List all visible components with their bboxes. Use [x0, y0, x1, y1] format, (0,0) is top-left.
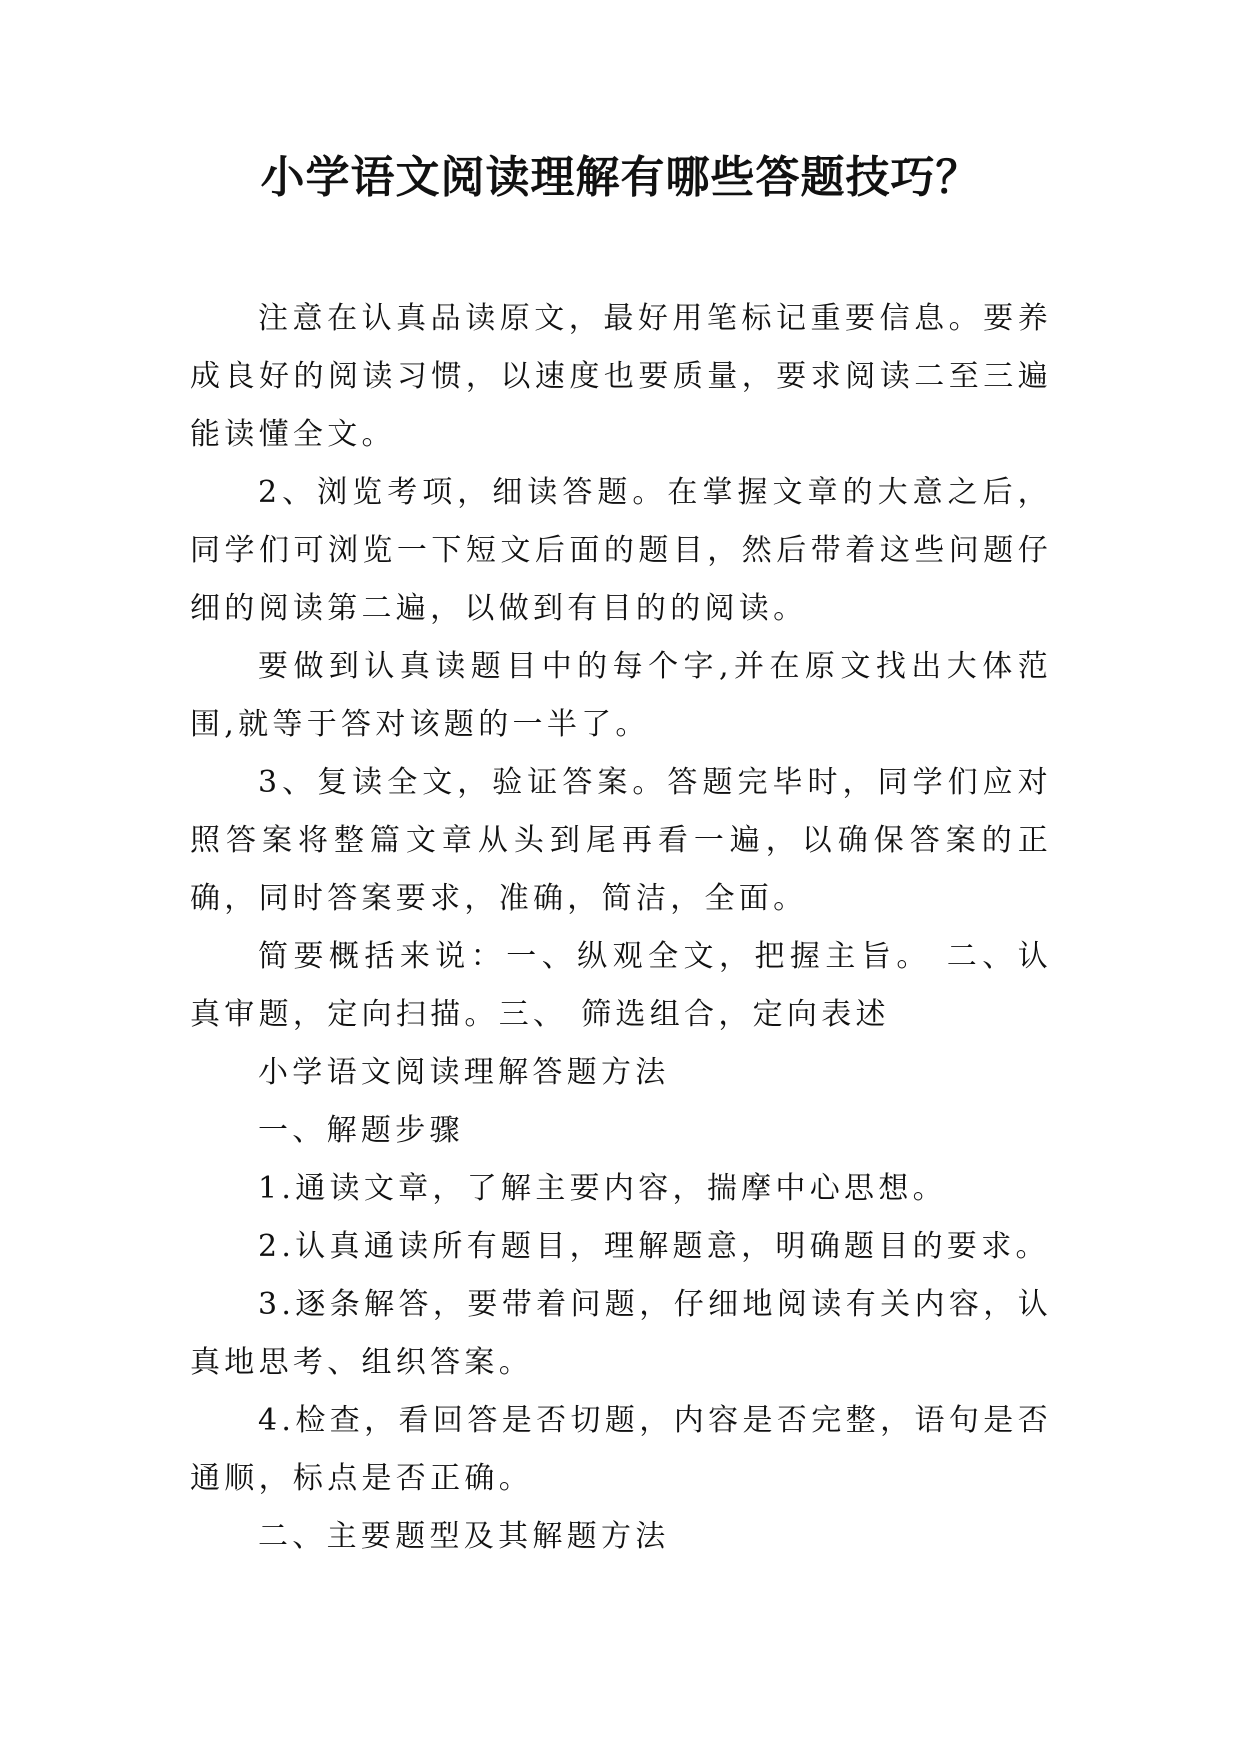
document-body [190, 290, 1052, 1566]
section-heading-question-types: 二、主要题型及其解题方法 [258, 1519, 670, 1554]
paragraph-2: 2、浏览考项，细读答题。在掌握文章的大意之后，同学们可浏览一下短文后面的题目，然后带着这些问题仔细的阅读第二遍，以做到有目的的阅读。 [190, 475, 1052, 626]
step-3: 3.逐条解答，要带着问题，仔细地阅读有关内容，认真地思考、组织答案。 [190, 1287, 1052, 1380]
paragraph-5: 简要概括来说：一、纵观全文，把握主旨。 二、认真审题，定向扫描。三、 筛选组合，定向表述 [190, 939, 1052, 1032]
paragraph-1: 注意在认真品读原文，最好用笔标记重要信息。要养成良好的阅读习惯，以速度也要质量，要求阅读二至三遍能读懂全文。 [190, 301, 1052, 452]
paragraph-3: 要做到认真读题目中的每个字,并在原文找出大体范围,就等于答对该题的一半了。 [190, 649, 1052, 742]
section-heading-methods: 小学语文阅读理解答题方法 [258, 1055, 670, 1090]
step-2: 2.认真通读所有题目，理解题意，明确题目的要求。 [258, 1229, 1050, 1264]
section-heading-steps: 一、解题步骤 [258, 1113, 464, 1148]
page-title: 小学语文阅读理解有哪些答题技巧？ [260, 152, 981, 203]
step-4: 4.检查，看回答是否切题，内容是否完整，语句是否通顺，标点是否正确。 [190, 1403, 1052, 1496]
paragraph-4: 3、复读全文，验证答案。答题完毕时，同学们应对照答案将整篇文章从头到尾再看一遍，以确保答案的正确，同时答案要求，准确，简洁，全面。 [190, 765, 1052, 916]
step-1: 1.通读文章，了解主要内容，揣摩中心思想。 [258, 1171, 947, 1206]
